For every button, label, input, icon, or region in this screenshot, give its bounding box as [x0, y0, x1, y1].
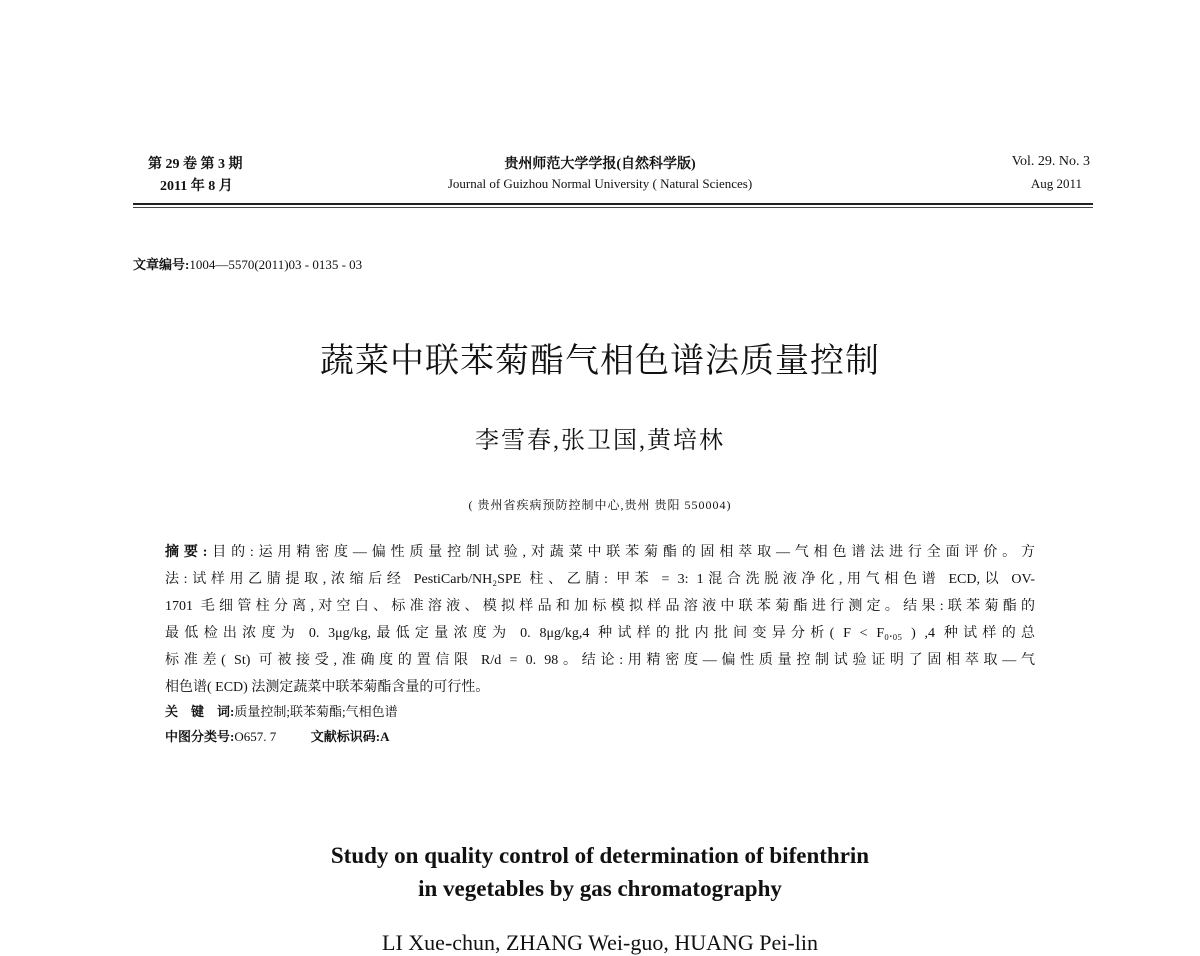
classification — [165, 726, 1035, 745]
keywords-value: 质量控制;联苯菊酯;气相色谱 — [234, 704, 398, 719]
title-en-line-2: in vegetables by gas chromatography — [418, 876, 782, 901]
abstract-line: 最低检出浓度为 0. 3μg/kg,最低定量浓度为 0. 8μg/kg,4 种试样的批内批间变异分析( F < F₀.₀₅ ) ,4 种试样的总 — [165, 626, 1035, 641]
doc-code-value: A — [380, 729, 390, 744]
title-en-line-1: Study on quality control of determination of bifenthrin — [330, 843, 870, 868]
keywords — [165, 701, 1035, 720]
title-cn: 蔬菜中联苯菊酯气相色谱法质量控制 — [320, 343, 880, 380]
volume-issue-en: Vol. 29. No. 3 — [1011, 154, 1090, 169]
classification-value: O657. 7 — [234, 729, 277, 744]
abstract-label: 摘要: — [165, 545, 208, 560]
classification-label: 中图分类号: — [165, 729, 235, 744]
affiliation-cn: ( 贵州省疾病预防控制中心,贵州 贵阳 550004) — [468, 498, 732, 512]
abstract-line: 1701 毛细管柱分离,对空白、标准溶液、模拟样品和加标模拟样品溶液中联苯菊酯进行测定。结果:联苯菊酯的 — [165, 599, 1035, 614]
journal-name-en: Journal of Guizhou Normal University ( Natural Sciences) — [447, 176, 753, 191]
header-rule — [133, 203, 1093, 205]
abstract-line: 标准差( St) 可被接受,准确度的置信限 R/d = 0. 98。结论:用精密度—偏性质量控制试验证明了固相萃取—气 — [165, 653, 1035, 668]
abstract-line: 摘要:目的:运用精密度—偏性质量控制试验,对蔬菜中联苯菊酯的固相萃取—气相色谱法进行全面评价。方 — [165, 545, 1036, 560]
abstract-line: 法:试样用乙腈提取,浓缩后经 PestiCarb/NH₂SPE 柱、乙腈: 甲苯 = 3: 1混合洗脱液净化,用气相色谱 ECD,以 OV- — [165, 572, 1035, 587]
article-number — [133, 254, 362, 273]
authors-cn: 李雪春,张卫国,黄培林 — [475, 428, 725, 454]
date-cn: 2011 年 8 月 — [160, 179, 233, 194]
volume-issue-cn: 第 29 卷 第 3 期 — [148, 157, 243, 172]
article-number-value: 1004—5570(2011)03 - 0135 - 03 — [189, 257, 363, 272]
doc-code-label: 文献标识码: — [310, 729, 381, 744]
date-en: Aug 2011 — [1030, 176, 1082, 191]
journal-name-cn: 贵州师范大学学报(自然科学版) — [504, 157, 696, 172]
keywords-label: 关 键 词: — [165, 704, 235, 719]
header-rule-thin — [133, 207, 1093, 208]
abstract-line: 相色谱( ECD) 法测定蔬菜中联苯菊酯含量的可行性。 — [165, 680, 490, 695]
article-number-label: 文章编号: — [133, 257, 190, 272]
authors-en: LI Xue-chun, ZHANG Wei-guo, HUANG Pei-lin — [382, 930, 818, 955]
